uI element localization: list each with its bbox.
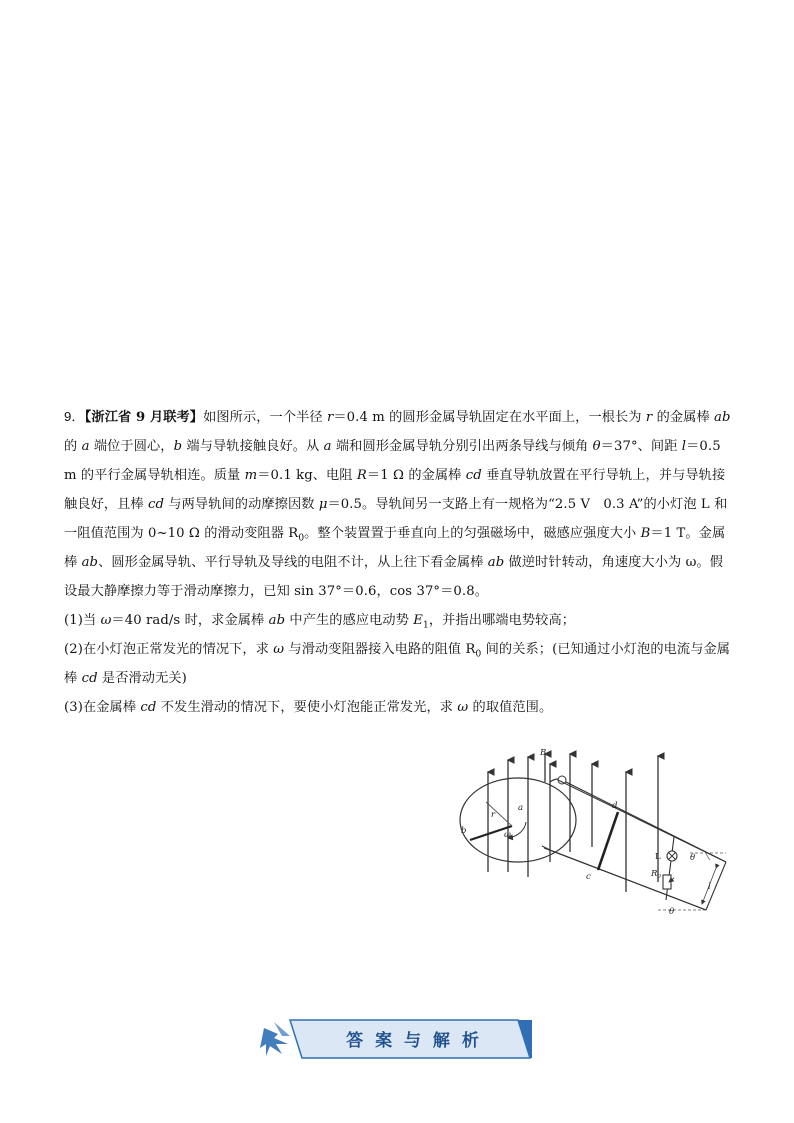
banner-title: 答 案 与 解 析 xyxy=(346,1031,482,1051)
lamp-branch xyxy=(666,837,674,900)
question-3: (3)在金属棒 cd 不发生滑动的情况下，要使小灯泡能正常发光，求 ω 的取值范围。 xyxy=(64,700,553,715)
label-b: b xyxy=(461,826,467,836)
problem-paragraph: 如图所示，一个半径 r＝0.4 m 的圆形金属导轨固定在水平面上，一根长为 r 的金属棒 ab 的 a 端位于圆心，b 端与导轨接触良好。从 a 端和圆形金属导轨分别引出两条导线与倾角 θ＝37°、间距 l＝0.5 m 的平行金属导轨相连。质量 m＝0.1 kg、电阻 R＝1 Ω 的金属棒 cd 垂直导轨放置在平行导轨上，并与导轨接触良好，且棒 cd 与两导轨间的动摩擦因数 μ＝0.5。导轨间另一支路上有一规格为“2.5 V 0.3 A”的小灯泡 L 和一阻值范围为 0~10 Ω 的滑动变阻器 $R_0$。整个装置置于垂直向上的匀强磁场中，磁感应强度大小 B＝1 T。金属棒 ab、圆形金属导轨、平行导轨及导线的电阻不计，从上往下看金属棒 ab 做逆时针转动，角速度大小为 ω。假设最大静摩擦力等于滑动摩擦力，已知 sin 37°＝0.6，cos 37°＝0.8。 xyxy=(64,410,731,599)
label-d: d xyxy=(612,801,618,811)
answer-banner xyxy=(260,1014,532,1064)
label-theta-bottom: θ xyxy=(669,907,675,917)
problem-stem xyxy=(64,402,732,606)
problem-source: 【浙江省 9 月联考】 xyxy=(84,410,204,425)
label-L: L xyxy=(655,852,661,862)
rheostat-icon xyxy=(663,875,671,889)
problem-9 xyxy=(64,402,732,722)
label-r: r xyxy=(491,810,496,820)
label-l: l xyxy=(708,882,711,892)
label-omega: ω xyxy=(504,830,511,840)
parallel-rails xyxy=(544,780,726,910)
physics-diagram xyxy=(458,742,734,917)
circular-rail xyxy=(460,778,576,862)
problem-number: 9． xyxy=(64,409,85,424)
question-1: (1)当 ω＝40 rad/s 时，求金属棒 ab 中产生的感应电动势 $E_1$，并指出哪端电势较高； xyxy=(64,613,576,631)
rod-cd xyxy=(598,812,618,870)
label-B: B xyxy=(540,748,547,758)
magnetic-field-lines xyxy=(488,754,658,892)
label-theta-top: θ xyxy=(690,853,696,863)
label-R0: $R_0$ xyxy=(651,869,661,880)
question-2: (2)在小灯泡正常发光的情况下，求 ω 与滑动变阻器接入电路的阻值 $R_0$ 间的关系；(已知通过小灯泡的电流与金属棒 cd 是否滑动无关) xyxy=(64,642,731,686)
label-c: c xyxy=(586,872,591,882)
label-a: a xyxy=(518,803,524,813)
banner-decoration-icon xyxy=(260,1022,290,1056)
